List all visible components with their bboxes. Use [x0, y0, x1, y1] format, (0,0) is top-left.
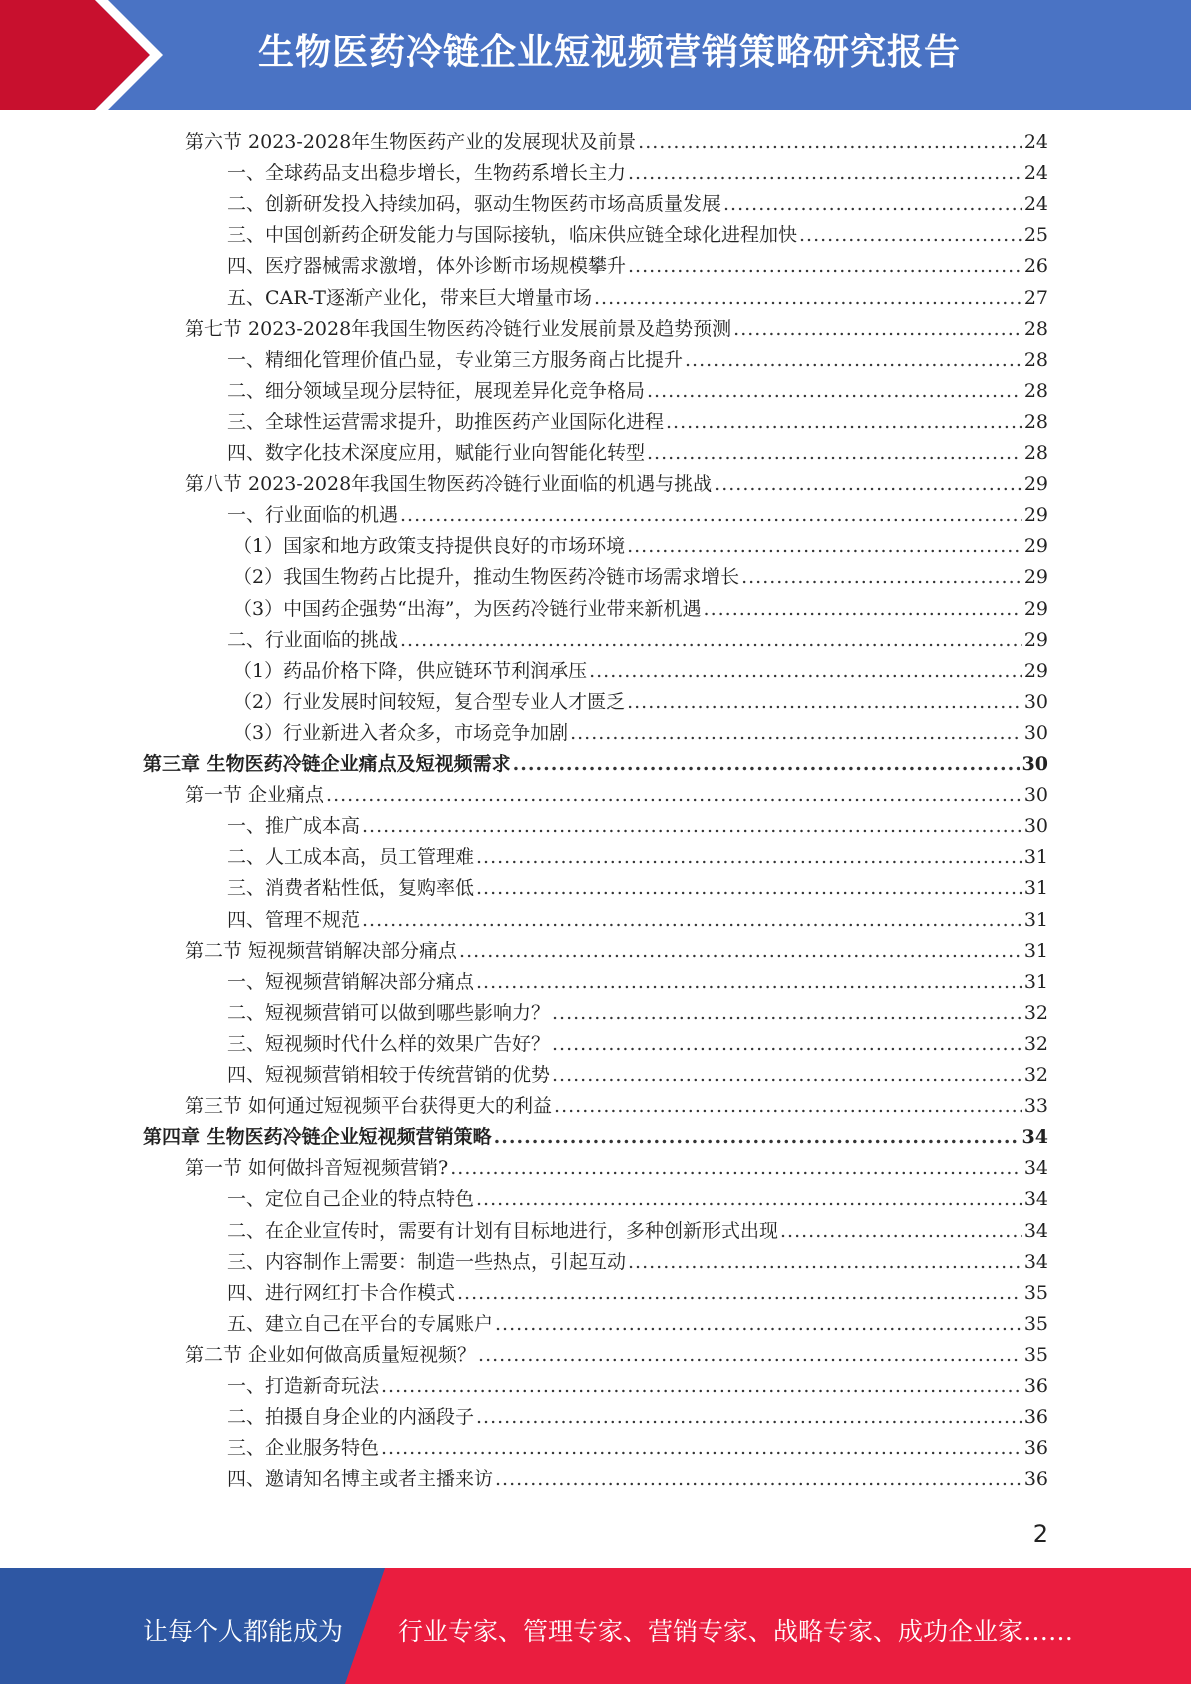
toc-entry[interactable]	[227, 1060, 1048, 1091]
toc-entry-page: 28	[1023, 410, 1048, 433]
toc-leader-dots	[459, 936, 1022, 967]
toc-entry-page: 24	[1023, 193, 1048, 216]
toc-entry[interactable]	[227, 1464, 1048, 1495]
toc-entry-title: 三、内容制作上需要：制造一些热点，引起互动	[227, 1250, 627, 1273]
footer-slogan-left: 让每个人都能成为	[143, 1617, 344, 1646]
toc-entry-title: （2）我国生物药占比提升，推动生物医药冷链市场需求增长	[233, 566, 740, 589]
toc-entry[interactable]	[227, 842, 1048, 873]
toc-entry-title: 三、短视频时代什么样的效果广告好？	[227, 1032, 551, 1055]
toc-entry-title: 二、创新研发投入持续加码，驱动生物医药市场高质量发展	[227, 193, 722, 216]
toc-entry-title: （1）国家和地方政策支持提供良好的市场环境	[233, 535, 626, 558]
toc-entry-title: 五、建立自己在平台的专属账户	[227, 1312, 494, 1335]
toc-entry[interactable]	[227, 1371, 1048, 1402]
toc-leader-dots	[554, 1091, 1022, 1122]
toc-entry[interactable]	[185, 780, 1048, 811]
report-title: 生物医药冷链企业短视频营销策略研究报告	[258, 32, 962, 73]
toc-leader-dots	[594, 283, 1022, 314]
toc-entry-title: 一、打造新奇玩法	[227, 1375, 380, 1397]
toc-entry-page: 34	[1023, 1219, 1048, 1242]
toc-entry[interactable]	[227, 251, 1048, 282]
toc-leader-dots	[723, 189, 1022, 220]
toc-entry-page: 34	[1023, 1157, 1048, 1180]
toc-entry-title: 四、进行网红打卡合作模式	[227, 1281, 456, 1304]
toc-entry-page: 36	[1023, 1375, 1048, 1397]
toc-leader-dots	[638, 127, 1022, 158]
toc-entry-page: 26	[1023, 255, 1048, 278]
toc-entry-title: 二、在企业宣传时，需要有计划有目标地进行，多种创新形式出现	[227, 1219, 779, 1242]
toc-leader-dots	[362, 811, 1022, 842]
toc-entry-page: 36	[1023, 1406, 1048, 1429]
toc-leader-dots	[476, 967, 1022, 998]
toc-leader-dots	[628, 158, 1022, 189]
toc-entry[interactable]	[233, 531, 1048, 562]
toc-entry-title: 二、拍摄自身企业的内涵段子	[227, 1406, 475, 1429]
toc-entry-page: 29	[1023, 566, 1048, 589]
toc-entry-page: 32	[1023, 1032, 1048, 1055]
toc-leader-dots	[647, 438, 1022, 469]
toc-entry-page: 24	[1023, 131, 1048, 153]
toc-entry-title: （3）行业新进入者众多，市场竞争加剧	[233, 721, 569, 744]
toc-leader-dots	[457, 1278, 1022, 1309]
toc-entry-title: 二、人工成本高，员工管理难	[227, 846, 475, 869]
toc-entry-page: 28	[1023, 348, 1048, 371]
toc-entry-page: 30	[1023, 721, 1048, 744]
toc-entry-page: 29	[1023, 504, 1048, 527]
toc-entry-title: 第四章 生物医药冷链企业短视频营销策略	[143, 1126, 492, 1149]
toc-entry[interactable]	[185, 936, 1048, 967]
toc-leader-dots	[628, 1247, 1022, 1278]
toc-entry-page: 29	[1023, 659, 1048, 682]
toc-entry-title: （2）行业发展时间较短，复合型专业人才匮乏	[233, 690, 626, 713]
toc-entry-title: 一、短视频营销解决部分痛点	[227, 970, 475, 993]
toc-entry[interactable]	[227, 407, 1048, 438]
toc-leader-dots	[476, 842, 1022, 873]
toc-entry[interactable]	[227, 967, 1048, 998]
toc-entry[interactable]	[227, 1433, 1048, 1464]
toc-leader-dots	[589, 656, 1022, 687]
toc-entry-page: 29	[1023, 628, 1048, 651]
toc-entry-title: 四、数字化技术深度应用，赋能行业向智能化转型	[227, 442, 646, 464]
toc-leader-dots	[494, 1122, 1020, 1153]
toc-entry[interactable]	[185, 469, 1048, 500]
toc-entry-page: 30	[1023, 784, 1048, 807]
page-footer	[0, 1568, 1191, 1684]
toc-entry-page: 36	[1023, 1437, 1048, 1460]
toc-entry[interactable]	[227, 1247, 1048, 1278]
toc-entry[interactable]	[227, 1029, 1048, 1060]
toc-entry[interactable]	[233, 718, 1048, 749]
toc-entry-title: 第六节 2023-2028年生物医药产业的发展现状及前景	[185, 131, 637, 153]
toc-entry-page: 31	[1023, 970, 1048, 993]
toc-leader-dots	[326, 780, 1022, 811]
toc-entry-page: 35	[1023, 1281, 1048, 1304]
toc-entry-page: 36	[1023, 1468, 1048, 1491]
toc-entry-title: 第一节 企业痛点	[185, 784, 325, 807]
toc-leader-dots	[799, 220, 1022, 251]
toc-leader-dots	[381, 1433, 1022, 1464]
toc-leader-dots	[780, 1216, 1022, 1247]
toc-leader-dots	[714, 469, 1022, 500]
toc-entry[interactable]	[143, 1122, 1048, 1153]
toc-entry-page: 35	[1023, 1343, 1048, 1366]
toc-leader-dots	[704, 594, 1022, 625]
toc-entry-page: 25	[1023, 224, 1048, 247]
toc-entry[interactable]	[185, 127, 1048, 158]
toc-entry-title: 第三节 如何通过短视频平台获得更大的利益	[185, 1095, 553, 1118]
toc-entry-title: 第二节 短视频营销解决部分痛点	[185, 939, 458, 962]
toc-leader-dots	[552, 1029, 1022, 1060]
toc-entry-title: 一、行业面临的机遇	[227, 504, 399, 527]
toc-entry[interactable]	[233, 687, 1048, 718]
header-chevron-decoration	[0, 0, 300, 110]
toc-entry[interactable]	[185, 1091, 1048, 1122]
toc-entry-page: 31	[1023, 846, 1048, 869]
toc-leader-dots	[685, 345, 1022, 376]
toc-entry-page: 32	[1023, 1001, 1048, 1024]
toc-leader-dots	[362, 905, 1022, 936]
toc-leader-dots	[570, 718, 1022, 749]
toc-entry-page: 34	[1023, 1188, 1048, 1211]
toc-entry-title: 三、企业服务特色	[227, 1437, 380, 1460]
toc-leader-dots	[400, 625, 1022, 656]
toc-entry[interactable]	[227, 345, 1048, 376]
toc-entry-title: 二、行业面临的挑战	[227, 628, 399, 651]
toc-entry[interactable]	[227, 625, 1048, 656]
toc-entry-page: 31	[1023, 939, 1048, 962]
toc-entry[interactable]	[185, 1340, 1048, 1371]
toc-entry-page: 30	[1021, 753, 1048, 775]
toc-entry[interactable]	[143, 749, 1048, 780]
toc-entry-title: 第一节 如何做抖音短视频营销?	[185, 1157, 449, 1180]
toc-entry[interactable]	[227, 1402, 1048, 1433]
toc-entry-title: 第三章 生物医药冷链企业痛点及短视频需求	[143, 753, 511, 775]
toc-entry-title: （1）药品价格下降，供应链环节利润承压	[233, 659, 588, 682]
toc-leader-dots	[495, 1464, 1022, 1495]
toc-entry-page: 31	[1023, 908, 1048, 931]
toc-entry-title: （3）中国药企强势“出海”，为医药冷链行业带来新机遇	[233, 597, 702, 620]
page-number: 2	[1032, 1520, 1048, 1548]
toc-leader-dots	[552, 998, 1022, 1029]
toc-entry[interactable]	[227, 811, 1048, 842]
toc-entry-page: 35	[1023, 1312, 1048, 1335]
toc-entry-title: 四、医疗器械需求激增，体外诊断市场规模攀升	[227, 255, 627, 278]
toc-entry[interactable]	[227, 283, 1048, 314]
toc-entry[interactable]	[227, 1216, 1048, 1247]
toc-leader-dots	[741, 562, 1022, 593]
toc-leader-dots	[476, 873, 1022, 904]
toc-entry-title: 二、短视频营销可以做到哪些影响力？	[227, 1001, 551, 1024]
toc-entry-page: 29	[1023, 597, 1048, 620]
toc-entry-title: 四、邀请知名博主或者主播来访	[227, 1468, 494, 1491]
toc-entry-title: 四、管理不规范	[227, 908, 361, 931]
toc-entry-page: 28	[1023, 317, 1048, 340]
toc-entry-page: 29	[1023, 535, 1048, 558]
toc-leader-dots	[666, 407, 1022, 438]
toc-entry-title: 一、全球药品支出稳步增长，生物药系增长主力	[227, 162, 627, 185]
toc-entry-title: 一、定位自己企业的特点特色	[227, 1188, 475, 1211]
toc-entry-page: 28	[1023, 442, 1048, 464]
toc-entry-title: 第八节 2023-2028年我国生物医药冷链行业面临的机遇与挑战	[185, 473, 713, 496]
toc-leader-dots	[628, 251, 1022, 282]
toc-leader-dots	[400, 500, 1022, 531]
footer-slogan-right: 行业专家、管理专家、营销专家、战略专家、成功企业家……	[398, 1617, 1074, 1646]
toc-leader-dots	[552, 1060, 1022, 1091]
toc-leader-dots	[513, 749, 1020, 780]
toc-entry-page: 31	[1023, 877, 1048, 900]
toc-entry[interactable]	[227, 1309, 1048, 1340]
toc-leader-dots	[627, 531, 1022, 562]
toc-entry-title: 四、短视频营销相较于传统营销的优势	[227, 1064, 551, 1086]
toc-entry[interactable]	[227, 220, 1048, 251]
toc-entry-title: 三、消费者粘性低，复购率低	[227, 877, 475, 900]
toc-entry-page: 32	[1023, 1064, 1048, 1086]
page-header	[0, 0, 1191, 110]
toc-entry-title: 第二节 企业如何做高质量短视频？	[185, 1343, 477, 1366]
toc-entry[interactable]	[227, 873, 1048, 904]
toc-leader-dots	[627, 687, 1022, 718]
toc-entry-page: 29	[1023, 473, 1048, 496]
toc-entry[interactable]	[227, 1184, 1048, 1215]
toc-entry-title: 一、推广成本高	[227, 815, 361, 838]
toc-entry-page: 33	[1023, 1095, 1048, 1118]
toc-leader-dots	[495, 1309, 1022, 1340]
toc-entry-page: 30	[1023, 690, 1048, 713]
toc-entry[interactable]	[227, 500, 1048, 531]
toc-entry[interactable]	[185, 1153, 1048, 1184]
toc-entry-title: 一、精细化管理价值凸显，专业第三方服务商占比提升	[227, 348, 684, 371]
toc-entry[interactable]	[233, 594, 1048, 625]
toc-entry[interactable]	[227, 189, 1048, 220]
toc-entry-title: 二、细分领域呈现分层特征，展现差异化竞争格局	[227, 379, 646, 402]
toc-leader-dots	[733, 314, 1022, 345]
toc-entry-page: 27	[1023, 286, 1048, 309]
toc-entry-page: 34	[1023, 1250, 1048, 1273]
toc-leader-dots	[476, 1184, 1022, 1215]
toc-leader-dots	[478, 1340, 1022, 1371]
toc-entry-page: 30	[1023, 815, 1048, 838]
toc-entry-page: 28	[1023, 379, 1048, 402]
toc-entry[interactable]	[185, 314, 1048, 345]
toc-entry-title: 三、中国创新药企研发能力与国际接轨，临床供应链全球化进程加快	[227, 224, 798, 247]
toc-entry-title: 三、全球性运营需求提升，助推医药产业国际化进程	[227, 410, 665, 433]
toc-entry[interactable]	[227, 438, 1048, 469]
toc-leader-dots	[476, 1402, 1022, 1433]
toc-entry[interactable]	[227, 376, 1048, 407]
toc-entry[interactable]	[227, 1278, 1048, 1309]
toc-entry[interactable]	[227, 998, 1048, 1029]
toc-entry[interactable]	[227, 905, 1048, 936]
toc-leader-dots	[647, 376, 1022, 407]
toc-entry[interactable]	[227, 158, 1048, 189]
toc-entry-title: 第七节 2023-2028年我国生物医药冷链行业发展前景及趋势预测	[185, 317, 732, 340]
toc-leader-dots	[450, 1153, 1022, 1184]
toc-entry[interactable]	[233, 656, 1048, 687]
toc-entry-page: 34	[1021, 1126, 1048, 1149]
toc-entry-title: 五、CAR-T逐渐产业化，带来巨大增量市场	[227, 286, 592, 309]
toc-entry-page: 24	[1023, 162, 1048, 185]
toc-leader-dots	[381, 1371, 1022, 1402]
toc-entry[interactable]	[233, 562, 1048, 593]
